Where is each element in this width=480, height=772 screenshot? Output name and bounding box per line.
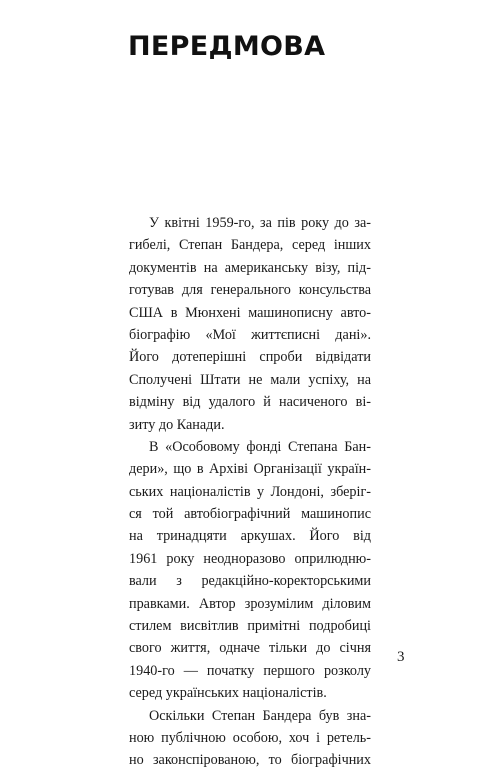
text-line: Сполучені Штати не мали успіху, на [129,371,371,388]
text-line: У квітні 1959-го, за пів року до за- [149,215,371,231]
text-line: стилем висвітлив примітні подробиці [129,618,371,635]
text-line: 1940-го — початку першого розколу [129,662,371,679]
text-line: на тринадцяти аркушах. Його від [129,528,371,545]
text-line: біографію «Мої життєписні дані». [129,326,371,343]
text-line: но законспірованою, то біографічних [129,752,371,769]
text-line: В «Особовому фонді Степана Бан- [149,438,371,455]
page-number: 3 [397,649,405,665]
text-line: ною публічною особою, хоч і ретель- [129,729,371,746]
text-line: правками. Автор зрозумілим діловим [129,595,371,612]
page-title: ПЕРЕДМОВА [128,31,326,62]
text-line: серед українських націоналістів. [129,685,327,702]
text-line: зиту до Канади. [129,416,225,433]
text-line: документів на американську візу, під- [129,259,371,276]
text-line: свого життя, одначе тільки до січня [129,640,371,657]
text-line: 1961 року неодноразово оприлюдню- [129,550,371,567]
text-line: вали з редакційно-коректорськими [129,573,371,590]
body-text [129,212,371,772]
text-line: гибелі, Степан Бандера, серед інших [129,237,371,254]
text-line: ських націоналістів у Лондоні, зберіг- [129,483,371,500]
text-line: дери», що в Архіві Організації україн- [129,461,371,478]
text-line: ся той автобіографічний машинопис [129,506,371,523]
text-line: США в Мюнхені машинописну авто- [129,304,371,321]
text-line: відміну від удалого й насиченого ві- [129,394,371,411]
text-line: Його дотеперішні спроби відвідати [129,349,371,366]
text-line: готував для генерального консульства [129,282,371,299]
text-line: Оскільки Степан Бандера був зна- [149,707,371,724]
